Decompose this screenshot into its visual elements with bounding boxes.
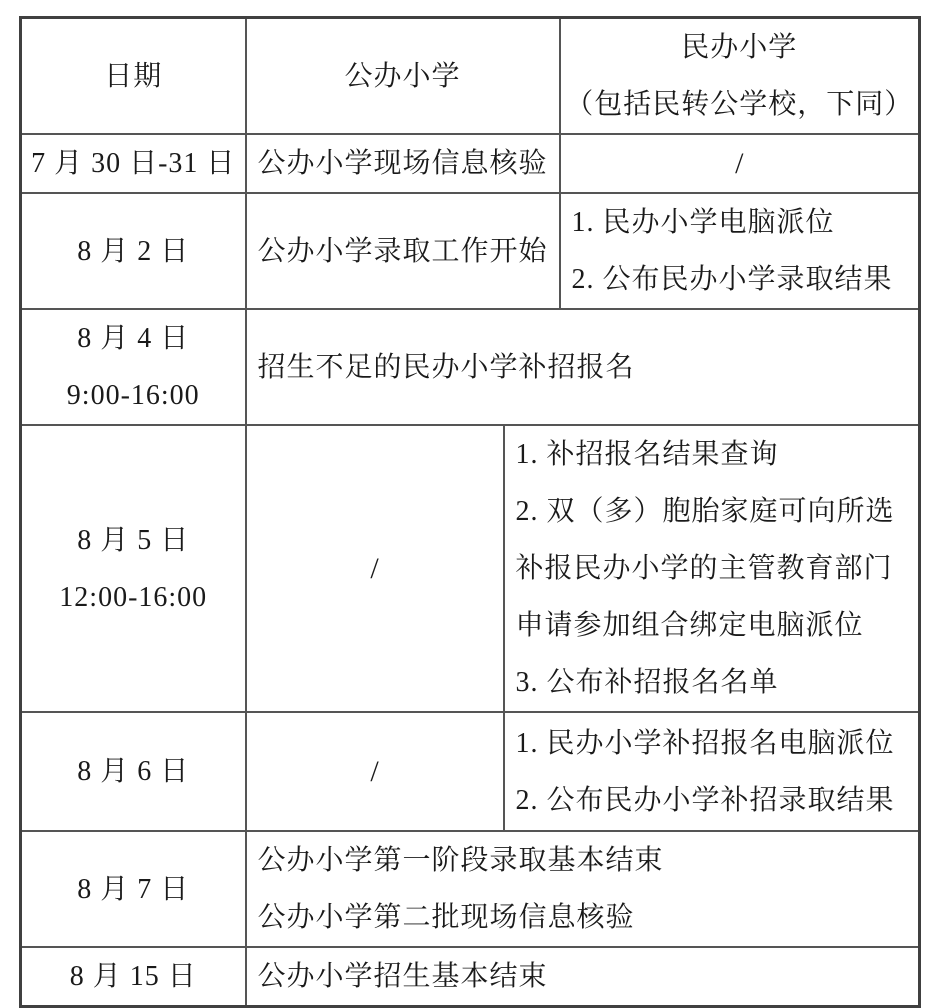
enrollment-schedule-table <box>19 16 921 1008</box>
private-item: 1. 民办小学补招报名电脑派位 <box>515 727 895 759</box>
table-row <box>21 947 920 1007</box>
private-item: 2. 公布民办小学补招录取结果 <box>515 784 895 816</box>
private-item: 1. 补招报名结果查询 <box>515 439 779 470</box>
header-private-line1: 民办小学 <box>681 32 798 63</box>
cell-date: 8 月 6 日 <box>21 712 246 831</box>
cell-private <box>560 193 920 309</box>
cell-public: 公办小学录取工作开始 <box>246 193 560 309</box>
private-item: 2. 公布民办小学录取结果 <box>571 264 893 295</box>
header-private-school <box>560 18 920 135</box>
table-row <box>21 193 920 309</box>
cell-private <box>504 712 920 831</box>
table-row <box>21 134 920 193</box>
header-private-line2: （包括民转公学校，下同） <box>565 89 914 120</box>
cell-date: 8 月 2 日 <box>21 193 246 309</box>
private-item: 2. 双（多）胞胎家庭可向所选补报民办小学的主管教育部门申请参加组合绑定电脑派位 <box>515 496 895 641</box>
date-line: 9:00-16:00 <box>66 380 200 411</box>
cell-date: 8 月 7 日 <box>21 831 246 947</box>
cell-merged: 招生不足的民办小学补招报名 <box>246 309 920 425</box>
cell-private-slash: / <box>560 134 920 193</box>
private-item: 1. 民办小学电脑派位 <box>571 207 835 238</box>
cell-public-slash: / <box>246 425 504 712</box>
table-row <box>21 831 920 947</box>
table-row <box>21 712 920 831</box>
header-public-school: 公办小学 <box>246 18 560 135</box>
table-header-row <box>21 18 920 135</box>
cell-public-slash: / <box>246 712 504 831</box>
cell-date <box>21 425 246 712</box>
cell-private <box>504 425 920 712</box>
header-date: 日期 <box>21 18 246 135</box>
table-row <box>21 425 920 712</box>
table-row <box>21 309 920 425</box>
cell-public: 公办小学现场信息核验 <box>246 134 560 193</box>
date-line: 8 月 4 日 <box>77 323 190 354</box>
merged-line: 公办小学第一阶段录取基本结束 <box>257 845 664 876</box>
merged-line: 公办小学第二批现场信息核验 <box>257 902 635 933</box>
cell-merged <box>246 831 920 947</box>
cell-date <box>21 309 246 425</box>
date-line: 12:00-16:00 <box>59 581 208 613</box>
cell-date: 8 月 15 日 <box>21 947 246 1007</box>
cell-merged: 公办小学招生基本结束 <box>246 947 920 1007</box>
private-item: 3. 公布补招报名名单 <box>515 667 779 698</box>
cell-date: 7 月 30 日-31 日 <box>21 134 246 193</box>
date-line: 8 月 5 日 <box>77 524 190 556</box>
